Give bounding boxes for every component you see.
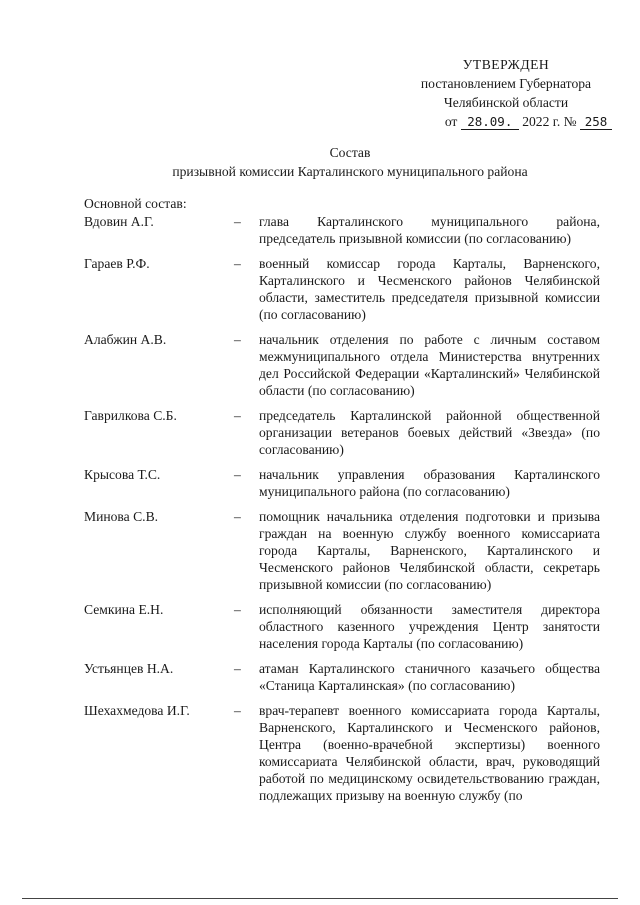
dash-separator: –: [234, 256, 241, 271]
member-name: Устьянцев Н.А.: [84, 661, 174, 676]
dash-separator: –: [234, 467, 241, 482]
approval-number: 258: [580, 114, 612, 130]
approval-heading: УТВЕРЖДЕН: [462, 57, 550, 72]
member-name: Гаврилкова С.Б.: [84, 408, 177, 423]
member-name: Алабжин А.В.: [84, 332, 167, 347]
dash-separator: –: [234, 408, 241, 423]
members-list: [0, 213, 640, 812]
document-subtitle: призывной комиссии Карталинского муниципального района: [172, 164, 528, 179]
member-name: Минова С.В.: [84, 509, 159, 524]
member-row: [0, 255, 640, 323]
dash-separator: –: [234, 602, 241, 617]
member-description: начальник отделения по работе с личным составом межмуниципального отдела Министерства внутренних дел Российской Федерации «Карталинский» Челябинской области (по согласованию): [259, 332, 600, 398]
member-row: [0, 331, 640, 399]
approval-region: Челябинской области: [443, 95, 569, 110]
page-bottom-rule: [22, 898, 618, 899]
member-name: Шехахмедова И.Г.: [84, 703, 190, 718]
member-name: Вдовин А.Г.: [84, 214, 154, 229]
date-prefix: от: [444, 114, 458, 129]
section-label: Основной состав:: [84, 196, 187, 211]
dash-separator: –: [234, 661, 241, 676]
member-row: [0, 508, 640, 593]
approval-date: 28.09.: [461, 114, 519, 130]
member-description: помощник начальника отделения подготовки и призыва граждан на военную службу военного комиссариата города Карталы, Варненского, Карталинского и Чесменского районов Челябинской области, секретарь призывной комиссии (по согласованию): [259, 509, 600, 592]
member-row: [0, 660, 640, 694]
approval-stamp: [400, 55, 612, 131]
member-row: [0, 407, 640, 458]
year-and-number-label: 2022 г. №: [522, 114, 577, 129]
member-row: [0, 466, 640, 500]
member-name: Крысова Т.С.: [84, 467, 161, 482]
member-name: Семкина Е.Н.: [84, 602, 164, 617]
member-description: военный комиссар города Карталы, Варненского, Карталинского и Чесменского районов Челябинской области, заместитель председателя призывной комиссии (по согласованию): [259, 256, 600, 322]
member-row: [0, 702, 640, 804]
dash-separator: –: [234, 332, 241, 347]
member-description: глава Карталинского муниципального района, председатель призывной комиссии (по согласованию): [259, 214, 600, 246]
dash-separator: –: [234, 509, 241, 524]
member-row: [0, 601, 640, 652]
dash-separator: –: [234, 214, 241, 229]
member-name: Гараев Р.Ф.: [84, 256, 150, 271]
member-description: врач-терапевт военного комиссариата города Карталы, Варненского, Карталинского и Чесменского районов, Центра (военно-врачебной экспертизы) военного комиссариата Челябинской области, врач, руководящий работой по медицинскому освидетельствованию граждан, подлежащих призыву на военную службу (по: [259, 703, 600, 803]
dash-separator: –: [234, 703, 241, 718]
member-description: председатель Карталинской районной общественной организации ветеранов боевых действий «Звезда» (по согласованию): [259, 408, 600, 457]
approval-authority: постановлением Губернатора: [420, 76, 592, 91]
member-row: [0, 213, 640, 247]
approval-date-line: [400, 112, 612, 131]
document-title: Состав: [329, 145, 371, 160]
member-description: атаман Карталинского станичного казачьего общества «Станица Карталинская» (по согласованию): [259, 661, 600, 693]
member-description: исполняющий обязанности заместителя директора областного казенного учреждения Центр занятости населения города Карталы (по согласованию): [259, 602, 600, 651]
member-description: начальник управления образования Карталинского муниципального района (по согласованию): [259, 467, 600, 499]
